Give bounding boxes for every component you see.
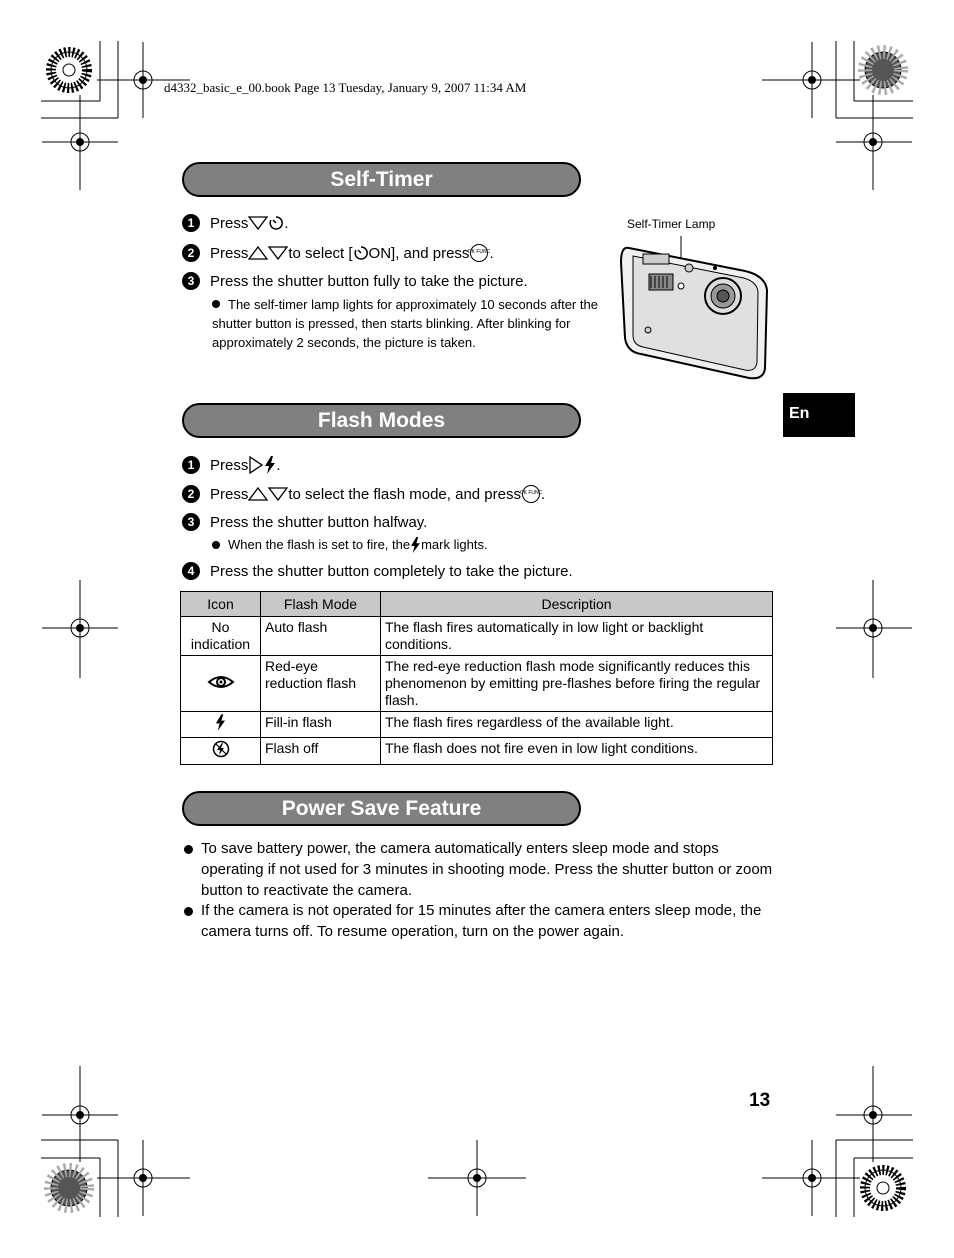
bullet-dot — [212, 300, 220, 308]
step-text: to select [ — [288, 244, 353, 262]
table-row — [181, 738, 773, 765]
step-text-end: . — [284, 214, 289, 232]
flash-note — [212, 535, 488, 554]
flash-icon — [215, 714, 226, 731]
flash-step-2 — [182, 484, 545, 504]
note-text: When the flash is set to fire, the — [228, 537, 411, 552]
ok-func-text: OK FUNC — [519, 490, 543, 496]
language-tab: En — [783, 393, 855, 437]
note-text: mark lights. — [421, 537, 488, 552]
step-text: Press — [210, 244, 249, 262]
table-row — [181, 617, 773, 656]
cell-desc: The red-eye reduction flash mode significantly reduces this phenomenon by emitting pre-flashes before firing the regular flash. — [381, 656, 773, 712]
cell-mode: Auto flash — [261, 617, 381, 656]
step-text-end: . — [276, 456, 281, 474]
step-number: 3 — [182, 513, 200, 531]
print-header: d4332_basic_e_00.book Page 13 Tuesday, January 9, 2007 11:34 AM — [164, 80, 527, 95]
self-timer-title: Self-Timer — [182, 162, 581, 197]
cell-desc: The flash does not fire even in low light conditions. — [381, 738, 773, 765]
self-timer-step-2 — [182, 243, 494, 263]
down-arrow-icon — [248, 215, 268, 231]
step-number: 1 — [182, 214, 200, 232]
step-text: Press — [210, 214, 249, 232]
self-timer-lamp-label: Self-Timer Lamp — [627, 217, 716, 231]
step-number: 2 — [182, 485, 200, 503]
flash-step-3 — [182, 513, 427, 531]
self-timer-icon — [353, 245, 369, 261]
step-number: 4 — [182, 562, 200, 580]
cell-mode: Red-eye reduction flash — [261, 656, 381, 712]
power-save-title: Power Save Feature — [182, 791, 581, 826]
down-arrow-icon — [268, 486, 288, 502]
step-text: Press the shutter button halfway. — [210, 513, 428, 531]
bullet-dot — [212, 541, 220, 549]
flash-step-1 — [182, 455, 281, 475]
header-description: Description — [381, 592, 773, 617]
bullet-text: To save battery power, the camera automatically enters sleep mode and stops operating if not used for 3 minutes in shooting mode. Press the shutter button or zoom button to reactivate the camera. — [201, 840, 773, 899]
page-number: 13 — [749, 1090, 771, 1111]
cell-mode: Fill-in flash — [261, 712, 381, 738]
step-number: 3 — [182, 272, 200, 290]
bullet-text: If the camera is not operated for 15 minutes after the camera enters sleep mode, the camera turns off. To resume operation, turn on the power again. — [201, 902, 762, 940]
step-text: ON], and press — [368, 244, 470, 262]
step-text: Press the shutter button fully to take the picture. — [210, 272, 528, 290]
self-timer-step-3 — [182, 272, 528, 290]
self-timer-step-1 — [182, 214, 289, 232]
down-arrow-icon — [268, 245, 288, 261]
flash-mode-table — [180, 591, 773, 765]
step-text: Press the shutter button completely to take the picture. — [210, 562, 573, 580]
note-text: The self-timer lamp lights for approximately 10 seconds after the shutter button is pressed, then starts blinking. After blinking for approximately 2 seconds, the picture is taken. — [212, 297, 598, 350]
flash-icon — [264, 456, 276, 474]
cell-desc: The flash fires regardless of the available light. — [381, 712, 773, 738]
up-arrow-icon — [248, 245, 268, 261]
table-row — [181, 712, 773, 738]
self-timer-icon — [268, 215, 284, 231]
self-timer-note — [212, 295, 608, 352]
bullet-dot — [184, 907, 193, 916]
up-arrow-icon — [248, 486, 268, 502]
camera-illustration — [615, 232, 775, 384]
cell-icon-text: No indication — [181, 617, 261, 656]
step-text: Press — [210, 485, 249, 503]
power-save-bullet-2 — [184, 900, 774, 942]
step-number: 2 — [182, 244, 200, 262]
red-eye-icon — [207, 674, 235, 690]
step-text-end: . — [540, 485, 546, 503]
table-row — [181, 656, 773, 712]
header-icon: Icon — [181, 592, 261, 617]
step-text: Press — [210, 456, 249, 474]
cell-desc: The flash fires automatically in low light or backlight conditions. — [381, 617, 773, 656]
right-arrow-icon — [248, 455, 264, 475]
bullet-dot — [184, 845, 193, 854]
step-number: 1 — [182, 456, 200, 474]
table-header-row — [181, 592, 773, 617]
step-text-end: . — [489, 244, 494, 262]
ok-button-icon — [521, 484, 541, 504]
flash-icon — [410, 537, 421, 553]
cell-mode: Flash off — [261, 738, 381, 765]
step-text: to select the flash mode, and press — [288, 485, 521, 503]
ok-func-text: OK FUNC — [468, 249, 491, 255]
flash-step-4 — [182, 562, 573, 580]
flash-modes-title: Flash Modes — [182, 403, 581, 438]
header-flash-mode: Flash Mode — [261, 592, 381, 617]
flash-off-icon — [212, 740, 230, 758]
power-save-bullet-1 — [184, 838, 774, 901]
ok-button-icon — [469, 243, 489, 263]
